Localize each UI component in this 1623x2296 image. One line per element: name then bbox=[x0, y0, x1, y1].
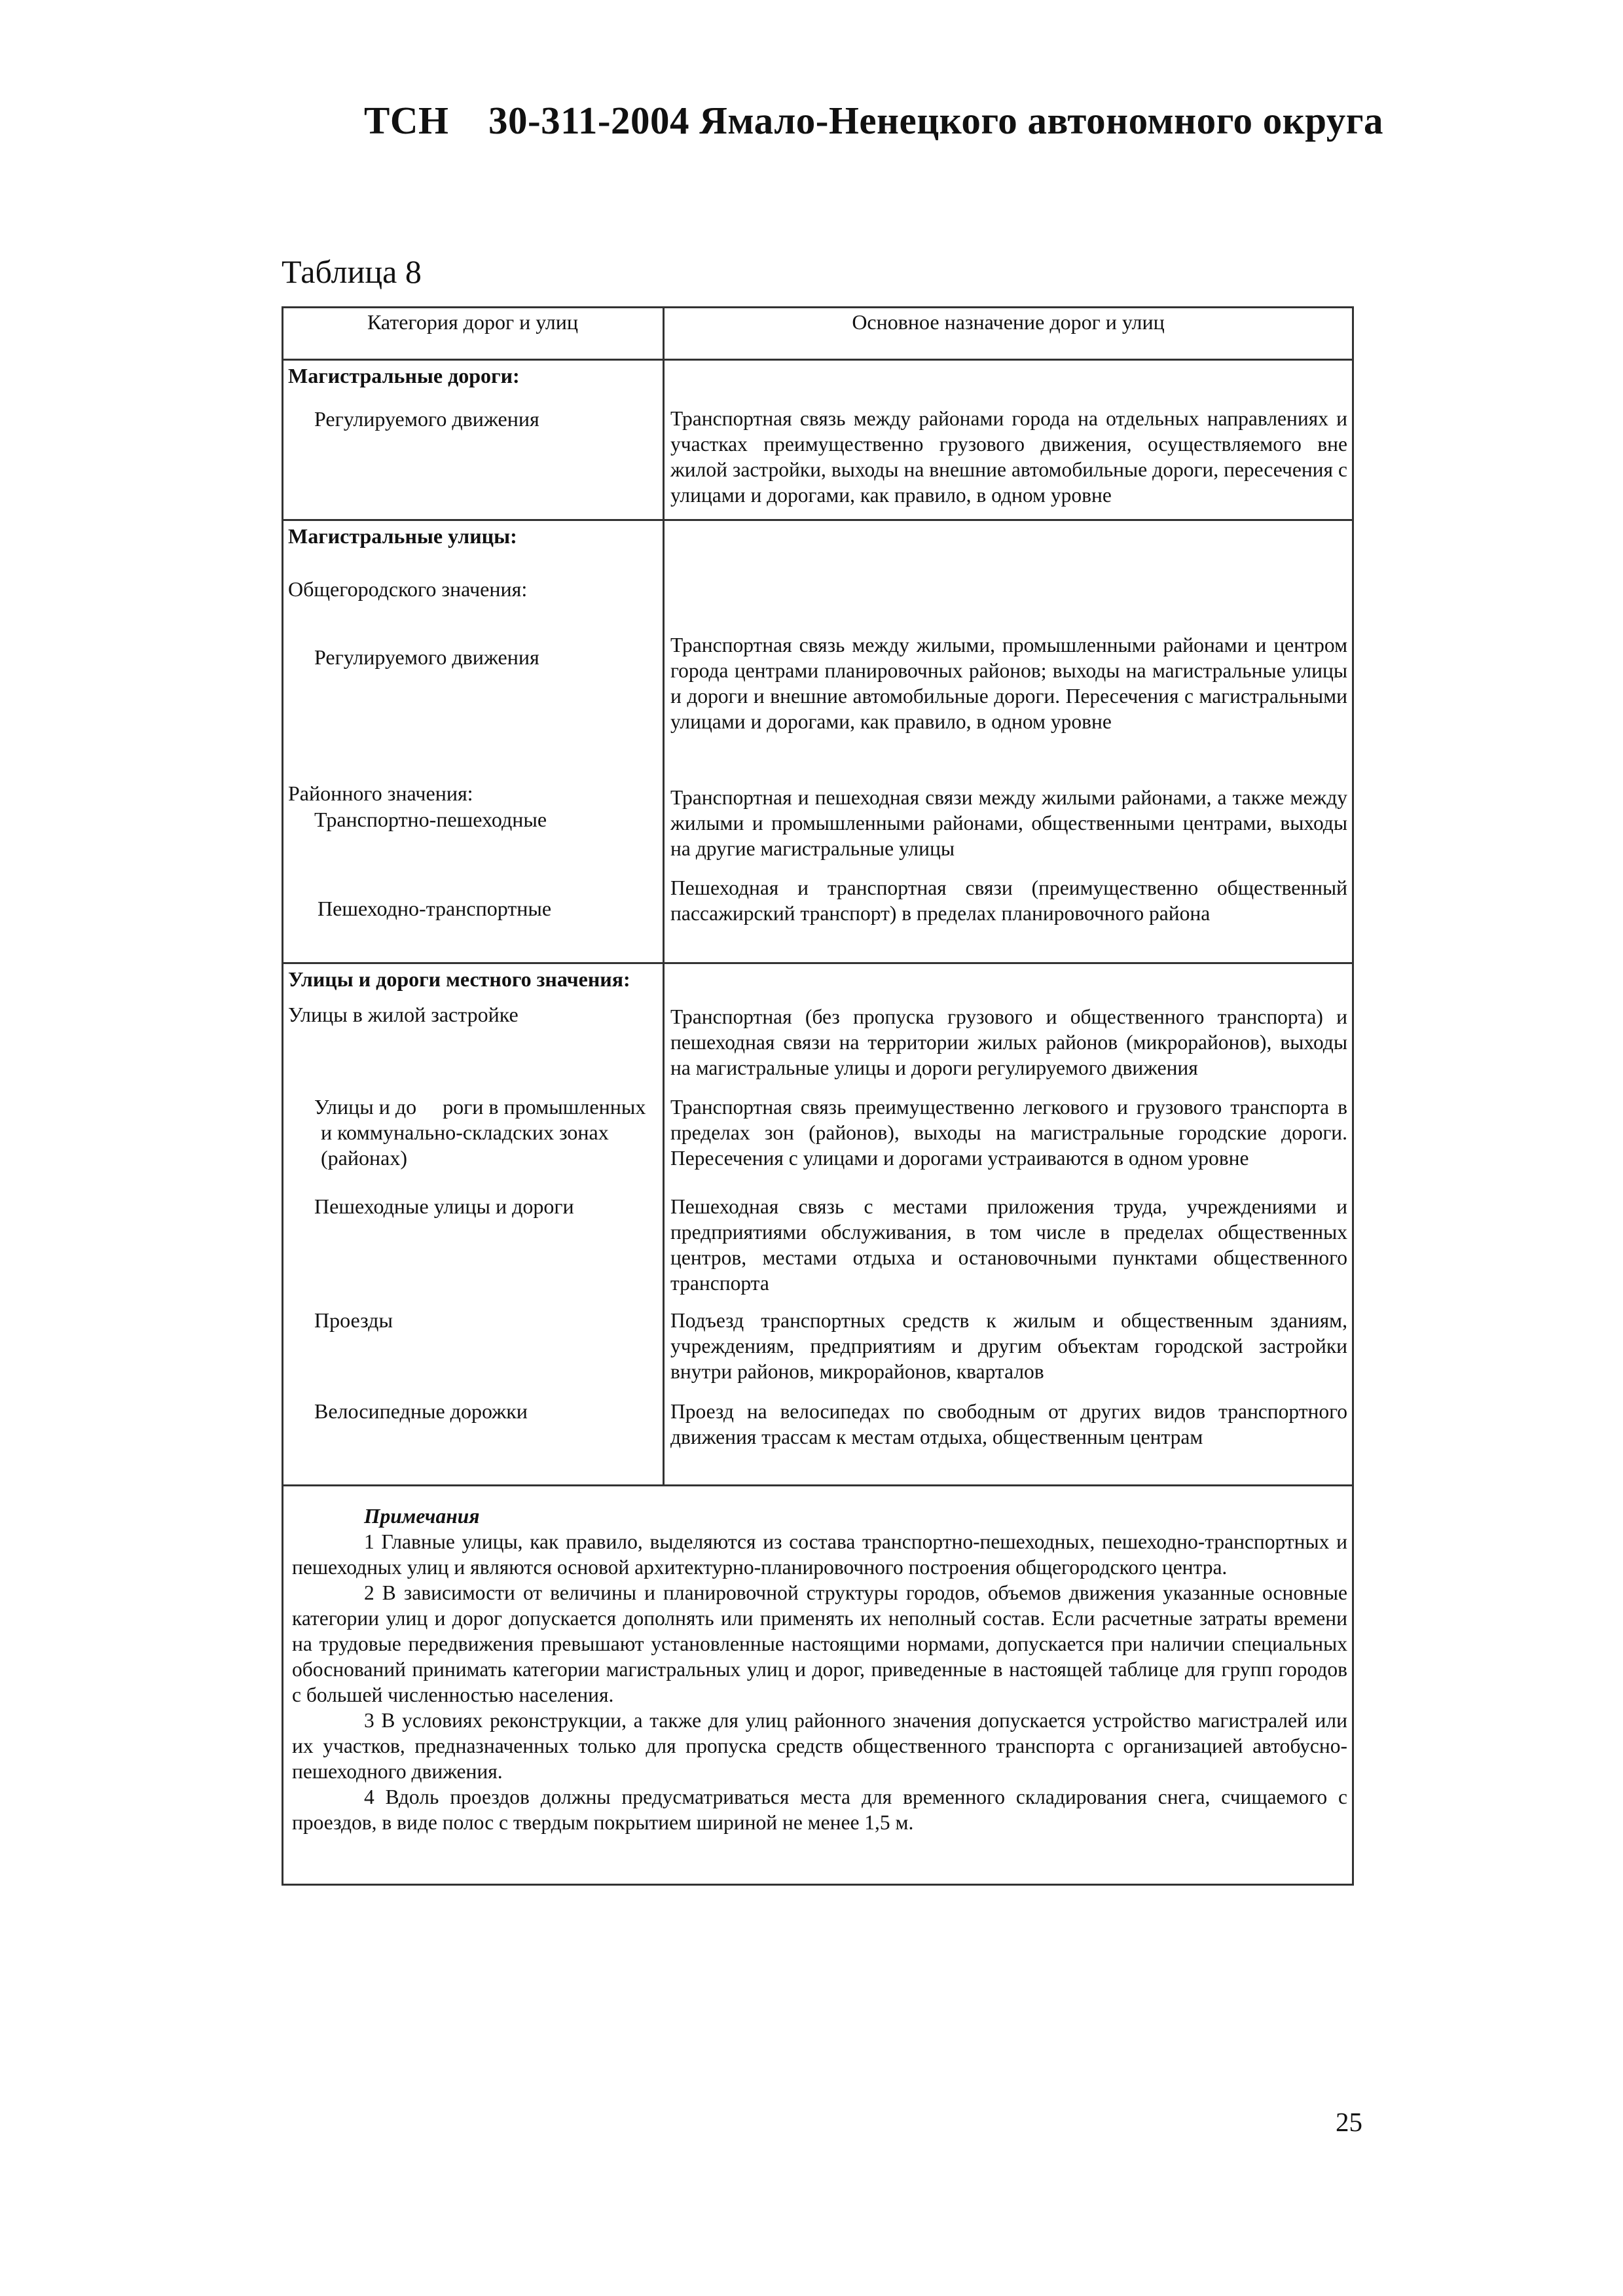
notes-title: Примечания bbox=[364, 1505, 480, 1528]
purpose-cell: Подъезд транспортных средств к жилым и общественным зданиям, учреждениям, предприятиям и другим объектам городской застройки внутри районов, микрорайонов, кварталов bbox=[670, 1309, 1347, 1383]
purpose-cell: Транспортная (без пропуска грузового и общественного транспорта) и пешеходная связи на территории жилых районов (микрорайонов), выходы на магистральные улицы и дороги регулируемого движения bbox=[670, 1005, 1347, 1079]
section-title-main-streets: Магистральные улицы: bbox=[288, 524, 517, 548]
table-notes bbox=[292, 1503, 1347, 1835]
category-cell-line: (районах) bbox=[321, 1146, 407, 1170]
purpose-cell: Транспортная связь преимущественно легкового и грузового транспорта в пределах зон (районов), выходы на магистральные городские дороги. Пересечения с улицами и дорогами устраиваются в одном уровне bbox=[670, 1096, 1347, 1170]
category-cell: Регулируемого движения bbox=[314, 645, 539, 669]
category-cell: Проезды bbox=[314, 1308, 393, 1332]
purpose-cell: Проезд на велосипедах по свободным от других видов транспортного движения трассам к местам отдыха, общественным центрам bbox=[670, 1400, 1347, 1448]
document-header bbox=[364, 98, 1398, 151]
document-code: ТСН bbox=[364, 99, 449, 142]
section-divider-2 bbox=[282, 962, 1354, 964]
note-item: 1 Главные улицы, как правило, выделяются из состава транспортно-пешеходных, пешеходно-транспортных и пешеходных улиц и являются основой архитектурно-планировочного построения общегородского центра. bbox=[292, 1530, 1347, 1579]
note-item: 2 В зависимости от величины и планировочной структуры городов, объемов движения указанные основные категории улиц и дорог допускается дополнять или применять их неполный состав. Если расчетные затраты времени на трудовые передвижения превышают установленные настоящими нормами, допускается при наличии специальных обоснований принимать категории магистральных улиц и дорог, приведенные в настоящей таблице для групп городов с большей численностью населения. bbox=[292, 1581, 1347, 1706]
header-row-divider bbox=[282, 359, 1354, 361]
note-item: 3 В условиях реконструкции, а также для улиц районного значения допускается устройство магистралей или их участков, предназначенных только для пропуска средств общественного транспорта с организацией автобусно-пешеходного движения. bbox=[292, 1709, 1347, 1783]
category-cell: Улицы в жилой застройке bbox=[288, 1003, 519, 1026]
column-header-category: Категория дорог и улиц bbox=[367, 310, 578, 334]
page-number: 25 bbox=[1336, 2107, 1362, 2137]
document-title: 30-311-2004 Ямало-Ненецкого автономного округа bbox=[488, 99, 1384, 142]
note-item: 4 Вдоль проездов должны предусматриваться места для временного складирования снега, счищаемого с проездов, в виде полос с твердым покрытием шириной не менее 1,5 м. bbox=[292, 1785, 1347, 1834]
purpose-cell: Транспортная и пешеходная связи между жилыми районами, а также между жилыми и промышленными районами, общественными центрами, выходы на другие магистральные улицы bbox=[670, 786, 1347, 860]
purpose-cell: Транспортная связь между районами города на отдельных направлениях и участках преимущественно грузового движения, осуществляемого вне жилой застройки, выходы на внешние автомобильные дороги, пересечения с улицами и дорогами, как правило, в одном уровне bbox=[670, 407, 1347, 507]
table-caption: Таблица 8 bbox=[282, 253, 422, 290]
subsection-title-district: Районного значения: bbox=[288, 781, 473, 805]
category-cell: Пешеходно-транспортные bbox=[318, 897, 552, 920]
category-cell-line: и коммунально-складских зонах bbox=[321, 1121, 609, 1144]
purpose-cell: Пешеходная связь с местами приложения труда, учреждениями и предприятиями обслуживания, в том числе в пределах общественных центров, местами отдыха и остановочными пунктами общественного транспорта bbox=[670, 1195, 1347, 1295]
notes-divider bbox=[282, 1484, 1354, 1486]
column-header-purpose: Основное назначение дорог и улиц bbox=[852, 310, 1165, 334]
section-title-main-roads: Магистральные дороги: bbox=[288, 364, 520, 387]
category-cell: Велосипедные дорожки bbox=[314, 1399, 528, 1423]
category-cell: Транспортно-пешеходные bbox=[314, 808, 547, 831]
section-title-local-streets: Улицы и дороги местного значения: bbox=[288, 967, 630, 991]
category-cell-line: Улицы и до роги в промышленных bbox=[314, 1095, 646, 1119]
purpose-cell: Транспортная связь между жилыми, промышленными районами и центром города центрами планировочных районов; выходы на магистральные улицы и дороги и внешние автомобильные дороги. Пересечения с магистральными улицами и дорогами, как правило, в одном уровне bbox=[670, 634, 1347, 733]
category-cell: Пешеходные улицы и дороги bbox=[314, 1194, 574, 1218]
category-cell: Регулируемого движения bbox=[314, 407, 539, 431]
purpose-cell: Пешеходная и транспортная связи (преимущественно общественный пассажирский транспорт) в пределах планировочного района bbox=[670, 876, 1347, 925]
subsection-title-citywide: Общегородского значения: bbox=[288, 577, 528, 601]
column-divider bbox=[663, 306, 665, 1486]
section-divider-1 bbox=[282, 519, 1354, 521]
